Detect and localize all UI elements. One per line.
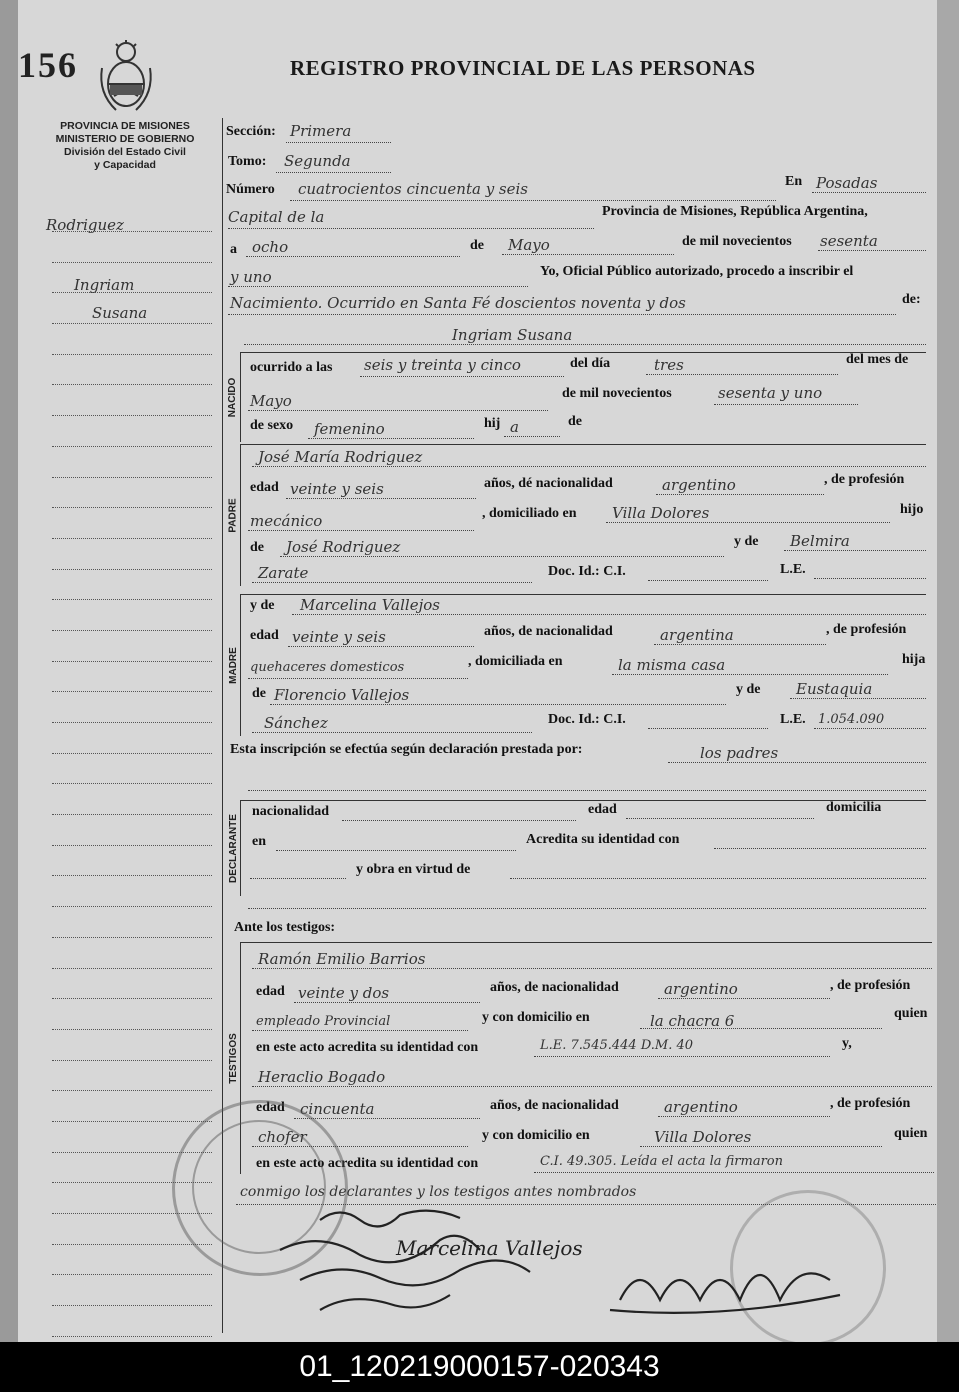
madre-prof-line xyxy=(248,678,468,679)
padre-de-label: de xyxy=(250,540,264,555)
decl-nac-line xyxy=(342,820,576,821)
hora-value: seis y treinta y cinco xyxy=(364,356,521,374)
madre-edad-value: veinte y seis xyxy=(292,628,386,646)
padre-nac-value: argentino xyxy=(662,476,736,494)
anio-b-value: y uno xyxy=(230,268,272,286)
de-label: de xyxy=(470,238,484,253)
anio-n-line xyxy=(714,404,858,405)
de-mil2-label: de mil novecientos xyxy=(562,386,672,401)
t2-nac-value: argentino xyxy=(664,1098,738,1116)
page-title: REGISTRO PROVINCIAL DE LAS PERSONAS xyxy=(290,56,756,80)
province-block xyxy=(30,120,220,172)
de-colon-label: de: xyxy=(902,292,921,307)
madre-madre-value: Eustaquia xyxy=(796,680,873,698)
seccion-value: Primera xyxy=(290,122,352,140)
tomo-line xyxy=(276,172,391,173)
padre-dom-value: Villa Dolores xyxy=(612,504,710,522)
margin-given-1: Ingriam xyxy=(74,276,135,294)
de-mil-label: de mil novecientos xyxy=(682,234,792,249)
madre-nac-line xyxy=(654,644,826,645)
padre-nac-label: años, dé nacionalidad xyxy=(484,476,613,491)
madre-madre2-value: Sánchez xyxy=(264,714,328,732)
ciudad-line xyxy=(228,228,594,229)
sexo-label: de sexo xyxy=(250,418,294,433)
madre-nombre-line xyxy=(292,614,926,615)
t1-edad-value: veinte y dos xyxy=(298,984,390,1002)
padre-dom-label: , domiciliado en xyxy=(482,506,577,521)
padre-edad-value: veinte y seis xyxy=(290,480,384,498)
madre-padre-line xyxy=(270,704,726,705)
nombre-line xyxy=(244,344,926,345)
a-label: a xyxy=(230,242,237,257)
madre-de-label: de xyxy=(252,686,266,701)
cierre-value: conmigo los declarantes y los testigos antes nombrados xyxy=(240,1184,637,1200)
t1-nac-label: años, de nacionalidad xyxy=(490,980,619,995)
decl-obra-line xyxy=(510,878,926,879)
t1-acredita-label: en este acto acredita su identidad con xyxy=(256,1040,479,1055)
t2-quien-label: quien xyxy=(894,1126,928,1141)
padre-edad-label: edad xyxy=(250,480,279,495)
t2-doc-line xyxy=(534,1172,934,1173)
padre-edad-line xyxy=(286,498,476,499)
ministry-line: MINISTERIO DE GOBIERNO xyxy=(55,133,195,145)
padre-padre-value: José Rodriguez xyxy=(286,538,401,556)
madre-nombre-value: Marcelina Vallejos xyxy=(300,596,440,614)
madre-hija-label: hija xyxy=(902,652,926,667)
madre-yde2-label: y de xyxy=(736,682,761,697)
t2-doc-value: C.I. 49.305. Leída el acta la firmaron xyxy=(540,1154,783,1169)
t1-dom-label: y con domicilio en xyxy=(482,1010,590,1025)
decl-acredita-label: Acredita su identidad con xyxy=(526,832,680,847)
padre-nac-line xyxy=(656,494,824,495)
anio-b-line xyxy=(228,286,528,287)
nacimiento-line xyxy=(228,314,896,315)
hij-value: a xyxy=(510,418,519,436)
madre-prof-label: , de profesión xyxy=(826,622,907,637)
numero-label: Número xyxy=(226,182,275,197)
margin-given-2: Susana xyxy=(92,304,148,322)
dia-n-value: tres xyxy=(654,356,684,374)
signatures-icon xyxy=(260,1200,900,1330)
t1-dom-value: la chacra 6 xyxy=(650,1012,735,1030)
inscripcion-line xyxy=(668,762,926,763)
division-line-2: y Capacidad xyxy=(94,159,156,171)
ciudad-value: Capital de la xyxy=(228,208,325,226)
madre-doc-label: Doc. Id.: C.I. xyxy=(548,712,626,727)
yo-label: Yo, Oficial Público autorizado, procedo a inscribir el xyxy=(540,264,854,279)
t1-edad-label: edad xyxy=(256,984,285,999)
t2-nombre-value: Heraclio Bogado xyxy=(258,1068,386,1086)
madre-prof-value: quehaceres domesticos xyxy=(250,660,405,675)
dia-n-line xyxy=(646,374,838,375)
anio-n-value: sesenta y uno xyxy=(718,384,823,402)
padre-doc-label: Doc. Id.: C.I. xyxy=(548,564,626,579)
del-mes-label: del mes de xyxy=(846,352,909,367)
madre-dom-label: , domiciliada en xyxy=(468,654,563,669)
t1-nombre-line xyxy=(252,968,932,969)
declarante-top-rule xyxy=(240,800,926,801)
mes-n-line xyxy=(248,410,548,411)
del-dia-label: del día xyxy=(570,356,611,371)
en-label: En xyxy=(785,174,803,189)
t2-edad-label: edad xyxy=(256,1100,285,1115)
en-line xyxy=(812,192,926,193)
t1-dom-line xyxy=(640,1028,882,1029)
t2-prof-label: , de profesión xyxy=(830,1096,911,1111)
t1-prof-label: , de profesión xyxy=(830,978,911,993)
declarante-side-label: DECLARANTE xyxy=(227,813,239,883)
nombre-value: Ingriam Susana xyxy=(452,326,573,344)
nacido-top-rule xyxy=(240,352,926,353)
declarante-value: los padres xyxy=(700,744,779,762)
decl-en-label: en xyxy=(252,834,266,849)
madre-yde-label: y de xyxy=(250,598,275,613)
madre-doc-line xyxy=(648,728,768,729)
t2-nac-line xyxy=(658,1116,830,1117)
numero-line xyxy=(290,200,776,201)
t1-nombre-value: Ramón Emilio Barrios xyxy=(258,950,426,968)
padre-prof-line xyxy=(248,530,474,531)
padre-hijo-label: hijo xyxy=(900,502,924,517)
padre-padre-line xyxy=(280,556,724,557)
padre-prof-value: mecánico xyxy=(250,512,323,530)
t1-nac-line xyxy=(658,998,830,999)
padre-nombre-value: José María Rodriguez xyxy=(258,448,423,466)
t1-doc-line xyxy=(534,1056,830,1057)
t1-prof-line xyxy=(252,1030,468,1031)
madre-dom-value: la misma casa xyxy=(618,656,726,674)
padre-madre-value: Belmira xyxy=(790,532,850,550)
madre-top-rule xyxy=(240,594,926,595)
en-value: Posadas xyxy=(816,174,878,192)
anio-a-line xyxy=(818,250,926,251)
seccion-line xyxy=(286,142,391,143)
hij-line xyxy=(504,436,560,437)
firma-madre: Marcelina Vallejos xyxy=(396,1236,583,1260)
decl-edad-line xyxy=(626,818,814,819)
provincia-label: Provincia de Misiones, República Argentina, xyxy=(602,204,868,219)
madre-le-label: L.E. xyxy=(780,712,806,727)
t1-edad-line xyxy=(294,1002,480,1003)
footer-code: 01_120219000157-020343 xyxy=(0,1342,959,1392)
nacimiento-value: Nacimiento. Ocurrido en Santa Fé doscientos noventa y dos xyxy=(230,294,686,312)
madre-side-label: MADRE xyxy=(227,646,239,684)
dia-line xyxy=(246,256,460,257)
decl-acredita-line xyxy=(714,848,926,849)
hora-line xyxy=(360,376,564,377)
padre-dom-line xyxy=(606,522,890,523)
padre-yde-label: y de xyxy=(734,534,759,549)
madre-dom-line xyxy=(612,674,888,675)
de2-label: de xyxy=(568,414,582,429)
padre-nombre-line xyxy=(252,466,926,467)
nacido-side-label: NACIDO xyxy=(227,377,239,417)
mes-line xyxy=(502,254,674,255)
t2-edad-line xyxy=(294,1118,480,1119)
t1-quien-label: quien xyxy=(894,1006,928,1021)
madre-edad-line xyxy=(288,646,474,647)
folio-number: 156 xyxy=(18,45,78,85)
coat-of-arms-icon xyxy=(96,38,156,118)
t2-prof-value: chofer xyxy=(258,1128,307,1146)
hij-label: hij xyxy=(484,416,501,431)
decl-obra-pre-line xyxy=(250,878,346,879)
decl-obra-label: y obra en virtud de xyxy=(356,862,471,877)
province-line: PROVINCIA DE MISIONES xyxy=(60,120,190,132)
madre-le-value: 1.054.090 xyxy=(818,712,885,727)
decl-dom-label: domicilia xyxy=(826,800,882,815)
t2-nombre-line xyxy=(252,1086,932,1087)
testigos-top-rule xyxy=(240,942,932,943)
madre-le-line xyxy=(814,728,926,729)
madre-nac-label: años, de nacionalidad xyxy=(484,624,613,639)
dia-value: ocho xyxy=(252,238,289,256)
t1-prof-value: empleado Provincial xyxy=(256,1014,391,1029)
testigos-side-label: TESTIGOS xyxy=(227,1032,239,1084)
anio-a-value: sesenta xyxy=(820,232,878,250)
mes-n-value: Mayo xyxy=(250,392,292,410)
mes-value: Mayo xyxy=(508,236,550,254)
t2-nac-label: años, de nacionalidad xyxy=(490,1098,619,1113)
padre-le-line xyxy=(814,578,926,579)
t2-dom-value: Villa Dolores xyxy=(654,1128,752,1146)
division-line: División del Estado Civil xyxy=(64,146,186,158)
padre-le-label: L.E. xyxy=(780,562,806,577)
madre-padre-value: Florencio Vallejos xyxy=(274,686,410,704)
tomo-label: Tomo: xyxy=(228,154,267,169)
ocurrido-label: ocurrido a las xyxy=(250,360,333,375)
padre-madre-line xyxy=(784,550,926,551)
padre-doc-line xyxy=(648,580,768,581)
seccion-label: Sección: xyxy=(226,124,276,139)
padre-prof-label: , de profesión xyxy=(824,472,905,487)
madre-madre-line xyxy=(790,698,926,699)
decl-edad-label: edad xyxy=(588,802,617,817)
madre-nac-value: argentina xyxy=(660,626,734,644)
t2-dom-label: y con domicilio en xyxy=(482,1128,590,1143)
numero-value: cuatrocientos cincuenta y seis xyxy=(298,180,529,198)
inscripcion-label: Esta inscripción se efectúa según declaración prestada por: xyxy=(230,742,583,757)
margin-surname: Rodriguez xyxy=(46,216,124,234)
decl-nac-label: nacionalidad xyxy=(252,804,330,819)
tomo-value: Segunda xyxy=(284,152,351,170)
t2-dom-line xyxy=(640,1146,882,1147)
t1-doc-value: L.E. 7.545.444 D.M. 40 xyxy=(540,1038,694,1053)
padre-side-label: PADRE xyxy=(227,497,239,533)
sexo-value: femenino xyxy=(314,420,385,438)
t2-acredita-label: en este acto acredita su identidad con xyxy=(256,1156,479,1171)
inscripcion-line-2 xyxy=(248,790,926,791)
madre-madre2-line xyxy=(252,732,532,733)
padre-madre2-line xyxy=(252,582,532,583)
padre-top-rule xyxy=(240,444,926,445)
decl-en-line xyxy=(276,850,516,851)
t1-nac-value: argentino xyxy=(664,980,738,998)
padre-madre2-value: Zarate xyxy=(258,564,309,582)
decl-extra-line xyxy=(248,908,926,909)
madre-edad-label: edad xyxy=(250,628,279,643)
t2-edad-value: cincuenta xyxy=(300,1100,375,1118)
t1-y-label: y, xyxy=(842,1036,852,1051)
sexo-line xyxy=(308,438,474,439)
ante-label: Ante los testigos: xyxy=(234,920,336,935)
